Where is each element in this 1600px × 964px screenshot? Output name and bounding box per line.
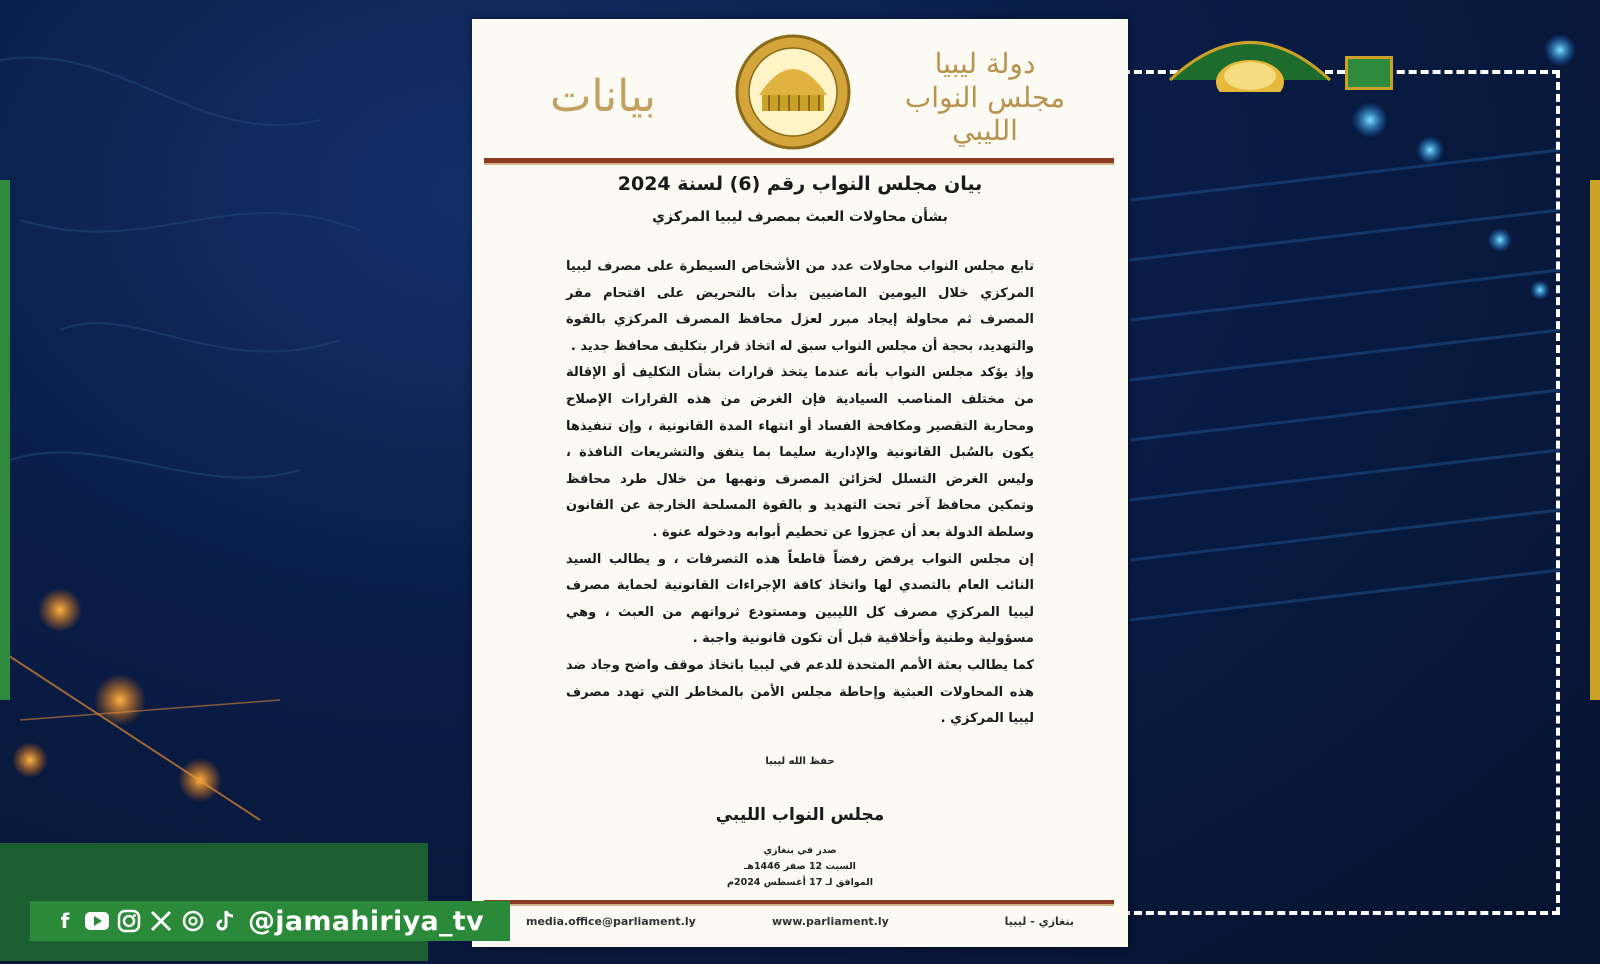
- x-icon[interactable]: [148, 908, 174, 934]
- header-divider: [484, 158, 1114, 165]
- header-parliament-name: مجلس النواب الليبي: [904, 80, 1066, 148]
- parliament-seal-icon: [734, 33, 852, 151]
- right-accent-bar: [1590, 180, 1600, 700]
- statement-document: [472, 19, 1128, 947]
- statement-paragraph: كما يطالب بعثة الأمم المتحدة للدعم في ليبيا باتخاذ موقف واضح وجاد ضد هذه المحاولات العبثية وإحاطة مجلس الأمن بالمخاطر التي تهدد مصرف ليبيا المركزي .: [566, 657, 1034, 727]
- issued-in: صدر في بنغازي: [763, 845, 837, 856]
- signature-title: مجلس النواب الليبي: [715, 805, 885, 825]
- hijri-date: السبت 12 صفر 1446هـ: [744, 861, 856, 872]
- footer-city: بنغازي - ليبيا: [1004, 915, 1074, 928]
- social-bar: [30, 901, 510, 941]
- statement-paragraph: وإذ يؤكد مجلس النواب بأنه عندما يتخذ قرارات بشأن التكليف أو الإقالة من مختلف المناصب السيادية فإن الغرض من هذه القرارات الإصلاح ومحاربة التقصير ومكافحة الفساد أو انتهاء المدة القانونية ، وإن تنفيذها يكون بالسُبل القانونية والإدارية سليما بما يتفق والتشريعات النافذة ، وليس الغرض التسلل لخزائن المصرف ونهبها من خلال طرد محافظ وتمكين محافظ آخر تحت التهديد و بالقوة المسلحة الخارجة عن القانون وسلطة الدولة بعد أن عجزوا عن تحطيم أبوابه ودخوله عنوة .: [566, 365, 1034, 540]
- social-handle[interactable]: @jamahiriya_tv: [248, 905, 484, 937]
- statement-paragraph: تابع مجلس النواب محاولات عدد من الأشخاص السيطرة على مصرف ليبيا المركزي خلال اليومين الماضيين بدأت بالتحريض على اقتحام مقر المصرف ثم محاولة إيجاد مبرر لعزل محافظ المصرف المركزي بالقوة والتهديد، بحجة أن مجلس النواب سبق له اتخاذ قرار بتكليف محافظ جديد .: [566, 259, 1034, 354]
- statement-body: [566, 254, 1034, 733]
- header-state-name: دولة ليبيا: [934, 47, 1036, 80]
- footer-divider: [484, 900, 1114, 906]
- header-organization: [900, 47, 1070, 148]
- statement-subtitle: بشأن محاولات العبث بمصرف ليبيا المركزي: [652, 209, 948, 225]
- facebook-icon[interactable]: f: [60, 909, 70, 933]
- threads-icon[interactable]: [180, 908, 206, 934]
- youtube-icon[interactable]: [84, 908, 110, 934]
- channel-emblem-icon: [1165, 10, 1335, 92]
- statement-paragraph: إن مجلس النواب يرفض رفضاً قاطعاً هذه التصرفات ، و يطالب السيد النائب العام بالتصدي لها واتخاذ كافة الإجراءات القانونية لحماية مصرف ليبيا المركزي مصرف كل الليبين ومستودع ثرواتهم من العبث ، وهي مسؤولية وطنية وأخلاقية قبل أن تكون قانونية واجبة .: [566, 551, 1034, 647]
- statements-word: بيانات: [550, 71, 657, 122]
- green-square-marker: [1345, 56, 1393, 90]
- gregorian-date: الموافق لـ 17 أغسطس 2024م: [727, 877, 873, 888]
- document-header: [472, 19, 1128, 164]
- footer-website: www.parliament.ly: [772, 915, 889, 928]
- instagram-icon[interactable]: [116, 908, 142, 934]
- closing-line: حفظ الله ليبيا: [765, 756, 835, 767]
- footer-email: media.office@parliament.ly: [526, 915, 696, 928]
- statement-title: بيان مجلس النواب رقم (6) لسنة 2024: [617, 173, 983, 195]
- tiktok-icon[interactable]: [212, 908, 238, 934]
- left-accent-bar: [0, 180, 10, 700]
- dashed-frame: [1122, 70, 1560, 915]
